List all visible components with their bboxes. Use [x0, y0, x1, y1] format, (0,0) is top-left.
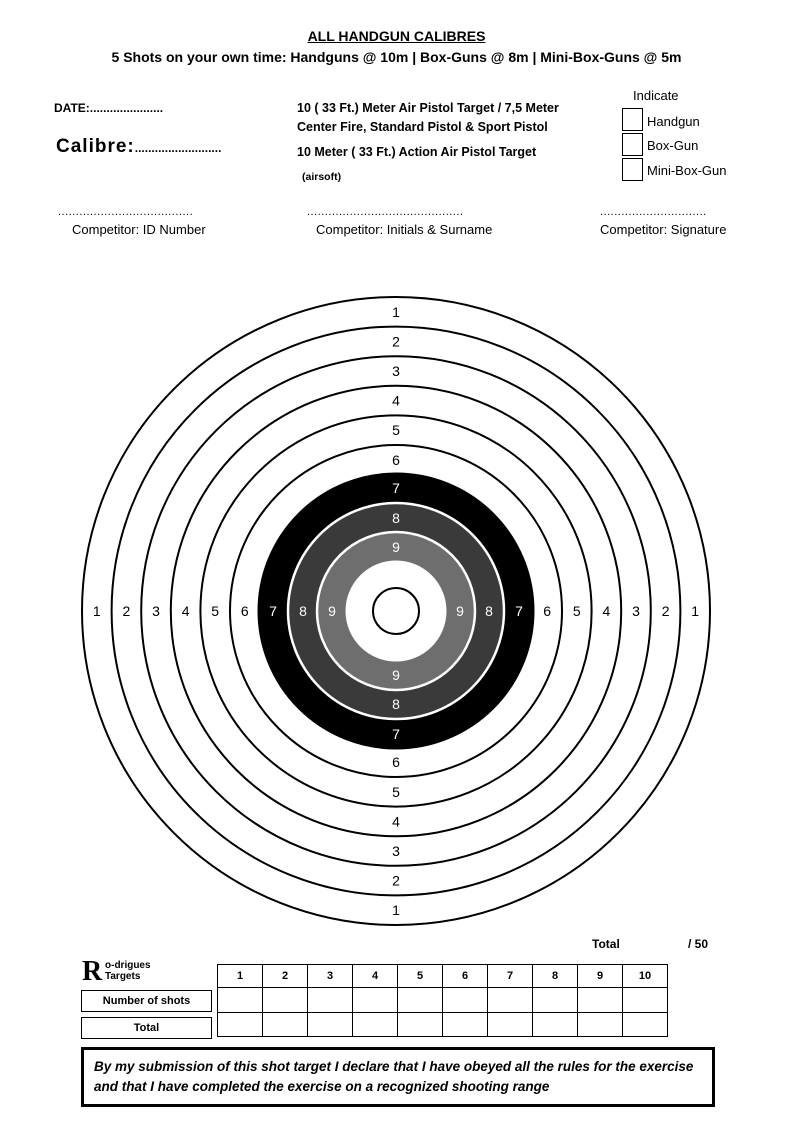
score-column-header: 7 — [488, 965, 533, 988]
score-column-header: 6 — [443, 965, 488, 988]
ring-label-top: 2 — [392, 333, 400, 350]
score-entry-cell[interactable] — [488, 1013, 533, 1037]
logo-line1: o-drigues — [105, 960, 151, 971]
ring-label-bottom: 8 — [392, 696, 400, 712]
calibre-dots: .......................... — [134, 141, 222, 155]
row-label-number-of-shots: Number of shots — [81, 990, 212, 1012]
target-info-line1: 10 ( 33 Ft.) Meter Air Pistol Target / 7,5 Meter — [297, 101, 559, 115]
score-column-header: 3 — [308, 965, 353, 988]
score-entry-cell[interactable] — [353, 988, 398, 1013]
score-column-header: 9 — [578, 965, 623, 988]
ring-label-right: 3 — [632, 603, 640, 619]
ring-label-bottom: 3 — [392, 843, 400, 859]
ring-label-left: 6 — [240, 603, 249, 619]
ring-label-top: 6 — [392, 451, 400, 468]
total-max: / 50 — [688, 937, 709, 951]
page-subtitle: 5 Shots on your own time: Handguns @ 10m | Box-Guns @ 8m | Mini-Box-Guns @ 5m — [111, 49, 682, 65]
score-entry-cell[interactable] — [443, 1013, 488, 1037]
ring-label-right: 1 — [691, 603, 700, 619]
checkbox-box-gun-label: Box-Gun — [647, 138, 699, 153]
date-dots: ...................... — [89, 101, 164, 115]
ring-label-left: 2 — [122, 603, 131, 619]
calibre-label: Calibre: — [56, 136, 135, 157]
ring-label-bottom: 5 — [392, 783, 400, 800]
score-entry-cell[interactable] — [623, 988, 668, 1013]
ring-label-left: 3 — [152, 603, 160, 619]
score-entry-cell[interactable] — [578, 1013, 623, 1037]
page-title: ALL HANDGUN CALIBRES — [307, 28, 486, 44]
ring-label-top: 4 — [392, 392, 400, 409]
ring-label-top: 3 — [392, 363, 400, 379]
logo-line2: Targets — [105, 971, 141, 982]
ring-label-left: 4 — [181, 603, 190, 619]
ring-label-left: 8 — [299, 603, 307, 619]
target-info-line3: 10 Meter ( 33 Ft.) Action Air Pistol Target — [297, 145, 537, 159]
name-label: Competitor: Initials & Surname — [316, 222, 493, 237]
score-entry-cell[interactable] — [398, 988, 443, 1013]
ring-label-bottom: 2 — [392, 872, 400, 889]
ring-label-right: 7 — [515, 603, 523, 619]
score-entry-cell[interactable] — [578, 988, 623, 1013]
score-entry-cell[interactable] — [623, 1013, 668, 1037]
score-column-header: 10 — [623, 965, 668, 988]
target-info-line4: (airsoft) — [302, 171, 342, 183]
score-entry-row — [218, 1013, 668, 1037]
ring-label-bottom: 4 — [392, 813, 400, 830]
score-entry-cell[interactable] — [218, 988, 263, 1013]
score-entry-cell[interactable] — [353, 1013, 398, 1037]
score-column-header: 8 — [533, 965, 578, 988]
id-number-label: Competitor: ID Number — [72, 222, 206, 237]
ring-label-left: 1 — [92, 603, 101, 619]
name-dots[interactable]: ............................................ — [307, 206, 464, 218]
ring-label-right: 5 — [572, 603, 581, 619]
ring-label-bottom: 1 — [392, 902, 400, 919]
ring-label-right: 4 — [602, 603, 611, 619]
ring-label-left: 5 — [211, 603, 220, 619]
score-entry-cell[interactable] — [398, 1013, 443, 1037]
ring-label-top: 1 — [392, 303, 400, 320]
score-entry-row — [218, 988, 668, 1013]
ring-label-top: 8 — [392, 510, 400, 526]
ring-label-bottom: 9 — [392, 667, 400, 683]
score-table — [217, 964, 668, 1037]
score-entry-cell[interactable] — [533, 988, 578, 1013]
signature-label: Competitor: Signature — [600, 222, 727, 237]
score-column-header: 4 — [353, 965, 398, 988]
target-inner-ten — [373, 588, 419, 634]
ring-label-top: 9 — [392, 539, 400, 555]
score-entry-cell[interactable] — [443, 988, 488, 1013]
ring-label-right: 6 — [543, 603, 552, 619]
ring-label-right: 8 — [485, 603, 493, 619]
ring-label-bottom: 7 — [392, 726, 400, 742]
checkbox-mini-box-gun-label: Mini-Box-Gun — [647, 163, 727, 178]
declaration-box: By my submission of this shot target I declare that I have obeyed all the rules for the exercise and that I have completed the exercise on a recognized shooting range — [81, 1047, 715, 1107]
score-entry-cell[interactable] — [488, 988, 533, 1013]
checkbox-handgun-label: Handgun — [647, 114, 700, 129]
score-entry-cell[interactable] — [308, 1013, 353, 1037]
ring-label-right: 9 — [456, 603, 464, 619]
score-column-header: 5 — [398, 965, 443, 988]
ring-label-left: 9 — [328, 603, 336, 619]
rodrigues-targets-logo — [82, 956, 151, 988]
score-column-header: 2 — [263, 965, 308, 988]
ring-label-top: 7 — [392, 480, 400, 496]
signature-dots[interactable]: .............................. — [600, 206, 707, 218]
score-entry-cell[interactable] — [263, 988, 308, 1013]
score-entry-cell[interactable] — [533, 1013, 578, 1037]
score-column-header: 1 — [218, 965, 263, 988]
ring-label-top: 5 — [392, 422, 400, 439]
logo-letter: R — [82, 956, 103, 987]
date-label: DATE: — [54, 101, 90, 115]
score-header-row — [218, 965, 668, 988]
indicate-label: Indicate — [633, 88, 679, 103]
id-number-dots[interactable]: ...................................... — [58, 206, 194, 218]
ring-label-left: 7 — [269, 603, 277, 619]
score-entry-cell[interactable] — [308, 988, 353, 1013]
score-entry-cell[interactable] — [218, 1013, 263, 1037]
row-label-total: Total — [81, 1017, 212, 1039]
ring-label-bottom: 6 — [392, 754, 400, 771]
target-info-line2: Center Fire, Standard Pistol & Sport Pistol — [297, 120, 548, 134]
score-entry-cell[interactable] — [263, 1013, 308, 1037]
total-label: Total — [592, 937, 620, 951]
ring-label-right: 2 — [661, 603, 670, 619]
